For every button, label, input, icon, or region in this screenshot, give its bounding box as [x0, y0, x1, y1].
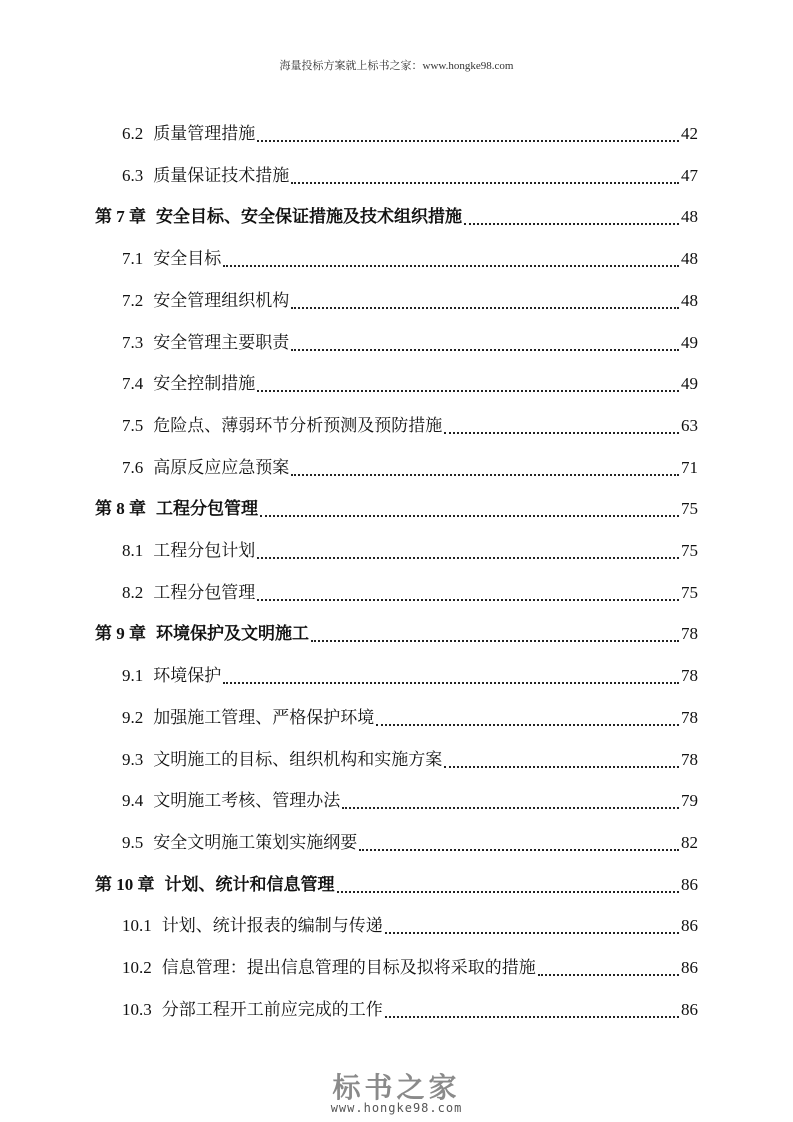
toc-entry-page-number: 79: [681, 791, 698, 810]
toc-section-entry[interactable]: [122, 287, 698, 315]
toc-entry-title: 环境保护及文明施工: [156, 624, 309, 643]
toc-entry-number: 第 9 章: [95, 624, 146, 643]
toc-entry-number: 7.2: [122, 291, 144, 310]
toc-entry-number: 第 10 章: [95, 875, 155, 894]
toc-entry-page-number: 75: [681, 499, 698, 518]
toc-chapter-entry[interactable]: [95, 871, 698, 899]
toc-entry-label: [95, 495, 258, 523]
toc-entry-label: [122, 787, 340, 815]
toc-entry-title: 信息管理：提出信息管理的目标及拟将采取的措施: [161, 958, 536, 977]
toc-entry-label: [122, 662, 221, 690]
toc-entry-title: 加强施工管理、严格保护环境: [153, 708, 375, 727]
toc-entry-title: 安全文明施工策划实施纲要: [153, 833, 358, 852]
toc-entry-label: [122, 412, 442, 440]
toc-entry-label: [95, 620, 309, 648]
toc-entry-number: 9.5: [122, 833, 144, 852]
toc-entry-number: 10.1: [122, 916, 152, 935]
toc-section-entry[interactable]: [122, 746, 698, 774]
toc-entry-number: 9.2: [122, 708, 144, 727]
toc-entry-label: [122, 245, 221, 273]
toc-entry-number: 9.3: [122, 750, 144, 769]
toc-entry-label: [122, 329, 289, 357]
toc-entry-title: 质量保证技术措施: [153, 166, 290, 185]
toc-entry-page-number: 71: [681, 458, 698, 477]
toc-entry-label: [122, 579, 255, 607]
toc-entry-title: 计划、统计报表的编制与传递: [161, 916, 383, 935]
toc-entry-page-number: 47: [681, 166, 698, 185]
toc-section-entry[interactable]: [122, 662, 698, 690]
toc-leader-dots: [257, 599, 679, 601]
toc-entry-label: [95, 871, 335, 899]
toc-entry-page-number: 48: [681, 291, 698, 310]
toc-leader-dots: [257, 390, 679, 392]
toc-section-entry[interactable]: [122, 245, 698, 273]
toc-section-entry[interactable]: [122, 537, 698, 565]
toc-entry-number: 7.3: [122, 333, 144, 352]
toc-section-entry[interactable]: [122, 412, 698, 440]
toc-leader-dots: [464, 223, 679, 225]
toc-entry-number: 8.2: [122, 583, 144, 602]
toc-entry-page-number: 48: [681, 249, 698, 268]
toc-entry-number: 7.4: [122, 374, 144, 393]
toc-entry-page-number: 78: [681, 750, 698, 769]
toc-entry-number: 第 7 章: [95, 207, 146, 226]
toc-entry-title: 安全管理组织机构: [153, 291, 290, 310]
toc-section-entry[interactable]: [122, 454, 698, 482]
toc-entry-label: [122, 954, 536, 982]
toc-entry-page-number: 49: [681, 333, 698, 352]
toc-chapter-entry[interactable]: [95, 203, 698, 231]
toc-entry-number: 第 8 章: [95, 499, 146, 518]
toc-entry-number: 10.2: [122, 958, 152, 977]
toc-entry-title: 文明施工的目标、组织机构和实施方案: [153, 750, 443, 769]
toc-leader-dots: [385, 1016, 679, 1018]
toc-leader-dots: [257, 557, 679, 559]
toc-entry-label: [122, 996, 383, 1024]
toc-entry-page-number: 82: [681, 833, 698, 852]
toc-entry-page-number: 86: [681, 958, 698, 977]
toc-leader-dots: [376, 724, 679, 726]
toc-entry-title: 工程分包管理: [156, 499, 258, 518]
toc-entry-page-number: 42: [681, 124, 698, 143]
toc-entry-label: [122, 287, 289, 315]
toc-entry-number: 7.1: [122, 249, 144, 268]
toc-entry-label: [122, 370, 255, 398]
toc-entry-number: 6.2: [122, 124, 144, 143]
toc-entry-page-number: 86: [681, 1000, 698, 1019]
toc-entry-title: 环境保护: [153, 666, 222, 685]
toc-entry-title: 安全控制措施: [153, 374, 256, 393]
toc-leader-dots: [444, 766, 679, 768]
toc-entry-title: 安全目标: [153, 249, 222, 268]
page-header: 海量投标方案就上标书之家：www.hongke98.com: [279, 60, 514, 72]
toc-section-entry[interactable]: [122, 996, 698, 1024]
toc-entry-title: 工程分包计划: [153, 541, 256, 560]
toc-leader-dots: [538, 974, 679, 976]
toc-leader-dots: [291, 349, 679, 351]
toc-leader-dots: [444, 432, 679, 434]
toc-leader-dots: [291, 474, 679, 476]
toc-entry-title: 安全管理主要职责: [153, 333, 290, 352]
toc-section-entry[interactable]: [122, 704, 698, 732]
toc-section-entry[interactable]: [122, 162, 698, 190]
toc-leader-dots: [385, 932, 679, 934]
toc-entry-label: [122, 912, 383, 940]
toc-entry-label: [122, 829, 357, 857]
toc-entry-label: [122, 162, 289, 190]
toc-section-entry[interactable]: [122, 329, 698, 357]
toc-entry-page-number: 63: [681, 416, 698, 435]
toc-chapter-entry[interactable]: [95, 620, 698, 648]
toc-entry-number: 8.1: [122, 541, 144, 560]
toc-leader-dots: [257, 140, 679, 142]
toc-section-entry[interactable]: [122, 579, 698, 607]
toc-leader-dots: [359, 849, 679, 851]
toc-leader-dots: [337, 891, 680, 893]
toc-entry-title: 高原反应应急预案: [153, 458, 290, 477]
toc-entry-number: 7.5: [122, 416, 144, 435]
toc-entry-page-number: 86: [681, 916, 698, 935]
toc-entry-label: [122, 120, 255, 148]
toc-entry-page-number: 75: [681, 583, 698, 602]
toc-leader-dots: [223, 265, 679, 267]
toc-entry-page-number: 78: [681, 624, 698, 643]
toc-entry-label: [122, 537, 255, 565]
toc-entry-page-number: 78: [681, 708, 698, 727]
toc-leader-dots: [223, 682, 679, 684]
toc-section-entry[interactable]: [122, 954, 698, 982]
toc-section-entry[interactable]: [122, 120, 698, 148]
toc-entry-title: 文明施工考核、管理办法: [153, 791, 341, 810]
toc-chapter-entry[interactable]: [95, 495, 698, 523]
toc-leader-dots: [291, 307, 679, 309]
toc-section-entry[interactable]: [122, 370, 698, 398]
toc-leader-dots: [291, 182, 679, 184]
toc-entry-number: 10.3: [122, 1000, 152, 1019]
toc-entry-label: [122, 746, 442, 774]
toc-entry-page-number: 78: [681, 666, 698, 685]
toc-leader-dots: [311, 640, 679, 642]
footer-logo: 标书之家: [332, 1071, 461, 1104]
footer-url: www.hongke98.com: [330, 1101, 463, 1115]
toc-entry-label: [95, 203, 462, 231]
toc-leader-dots: [260, 515, 679, 517]
toc-entry-page-number: 48: [681, 207, 698, 226]
toc-entry-label: [122, 454, 289, 482]
toc-entry-number: 9.4: [122, 791, 144, 810]
toc-entry-label: [122, 704, 374, 732]
toc-entry-number: 6.3: [122, 166, 144, 185]
toc-entry-title: 计划、统计和信息管理: [164, 875, 335, 894]
toc-entry-number: 7.6: [122, 458, 144, 477]
toc-leader-dots: [342, 807, 679, 809]
toc-entry-number: 9.1: [122, 666, 144, 685]
toc-section-entry[interactable]: [122, 829, 698, 857]
toc-entry-title: 危险点、薄弱环节分析预测及预防措施: [153, 416, 443, 435]
toc-entry-page-number: 49: [681, 374, 698, 393]
toc-entry-page-number: 75: [681, 541, 698, 560]
toc-entry-title: 分部工程开工前应完成的工作: [161, 1000, 383, 1019]
toc-entry-title: 工程分包管理: [153, 583, 256, 602]
toc-section-entry[interactable]: [122, 787, 698, 815]
toc-entry-page-number: 86: [681, 875, 698, 894]
toc-section-entry[interactable]: [122, 912, 698, 940]
toc-entry-title: 安全目标、安全保证措施及技术组织措施: [156, 207, 462, 226]
toc-entry-title: 质量管理措施: [153, 124, 256, 143]
